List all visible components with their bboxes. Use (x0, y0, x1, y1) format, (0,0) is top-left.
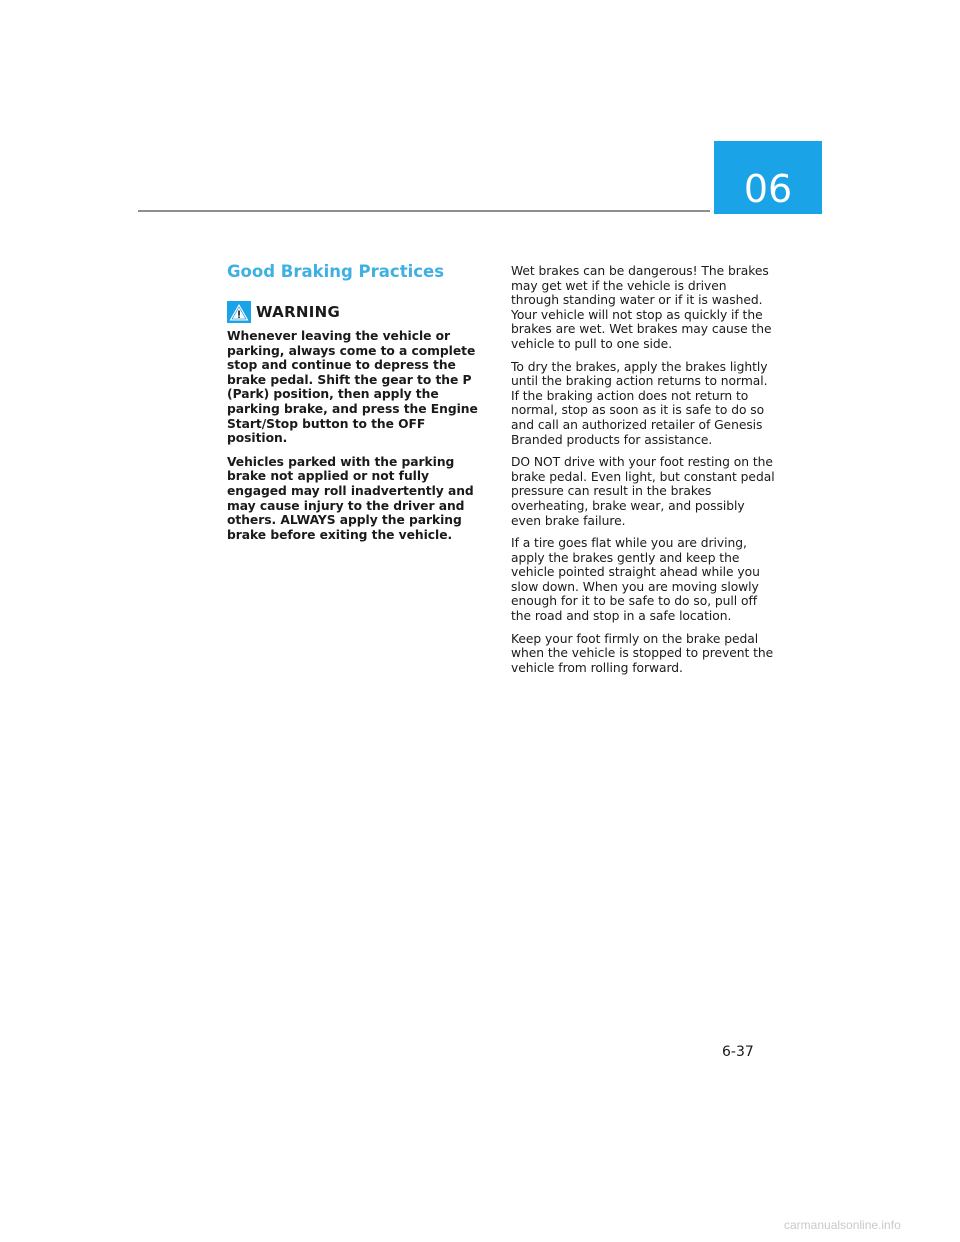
body-paragraph: To dry the brakes, apply the brakes lightly until the braking action returns to normal. If the braking action does not return to normal, stop as soon as it is safe to do so and call an authorized retailer of Genesis Branded products for assistance. (511, 359, 768, 447)
warning-box (227, 301, 482, 542)
warning-paragraph: Vehicles parked with the parking brake not applied or not fully engaged may roll inadvertently and may cause injury to the driver and others. ALWAYS apply the parking brake before exiting the vehicle. (227, 454, 474, 542)
page-number: 6-37 (722, 1044, 754, 1060)
warning-header (227, 301, 482, 323)
body-paragraph: DO NOT drive with your foot resting on the brake pedal. Even light, but constant pedal pressure can result in the brakes overheating, brake wear, and possibly even brake failure. (511, 455, 775, 528)
watermark: carmanualsonline.info (784, 1218, 901, 1232)
warning-triangle-icon (227, 301, 251, 323)
body-paragraph: If a tire goes flat while you are driving, apply the brakes gently and keep the vehicle pointed straight ahead while you slow down. When you are moving slowly enough for it to be safe to do so, pull off the road and stop in a safe location. (511, 536, 760, 624)
body-paragraph: Wet brakes can be dangerous! The brakes may get wet if the vehicle is driven through standing water or if it is washed. Your vehicle will not stop as quickly if the brakes are wet. Wet brakes may cause the vehicle to pull to one side. (511, 264, 772, 351)
header-rule (138, 210, 710, 212)
warning-label: WARNING (256, 303, 341, 321)
body-paragraph: Keep your foot firmly on the brake pedal when the vehicle is stopped to prevent the vehicle from rolling forward. (511, 631, 774, 675)
section-title: Good Braking Practices (227, 262, 445, 281)
warning-paragraph: Whenever leaving the vehicle or parking, always come to a complete stop and continue to depress the brake pedal. Shift the gear to the P (Park) position, then apply the parking brake, and press the Engine Start/Stop button to the OFF position. (227, 329, 478, 446)
left-column (227, 262, 482, 551)
chapter-tab: 06 (714, 141, 822, 214)
right-column (511, 264, 776, 683)
